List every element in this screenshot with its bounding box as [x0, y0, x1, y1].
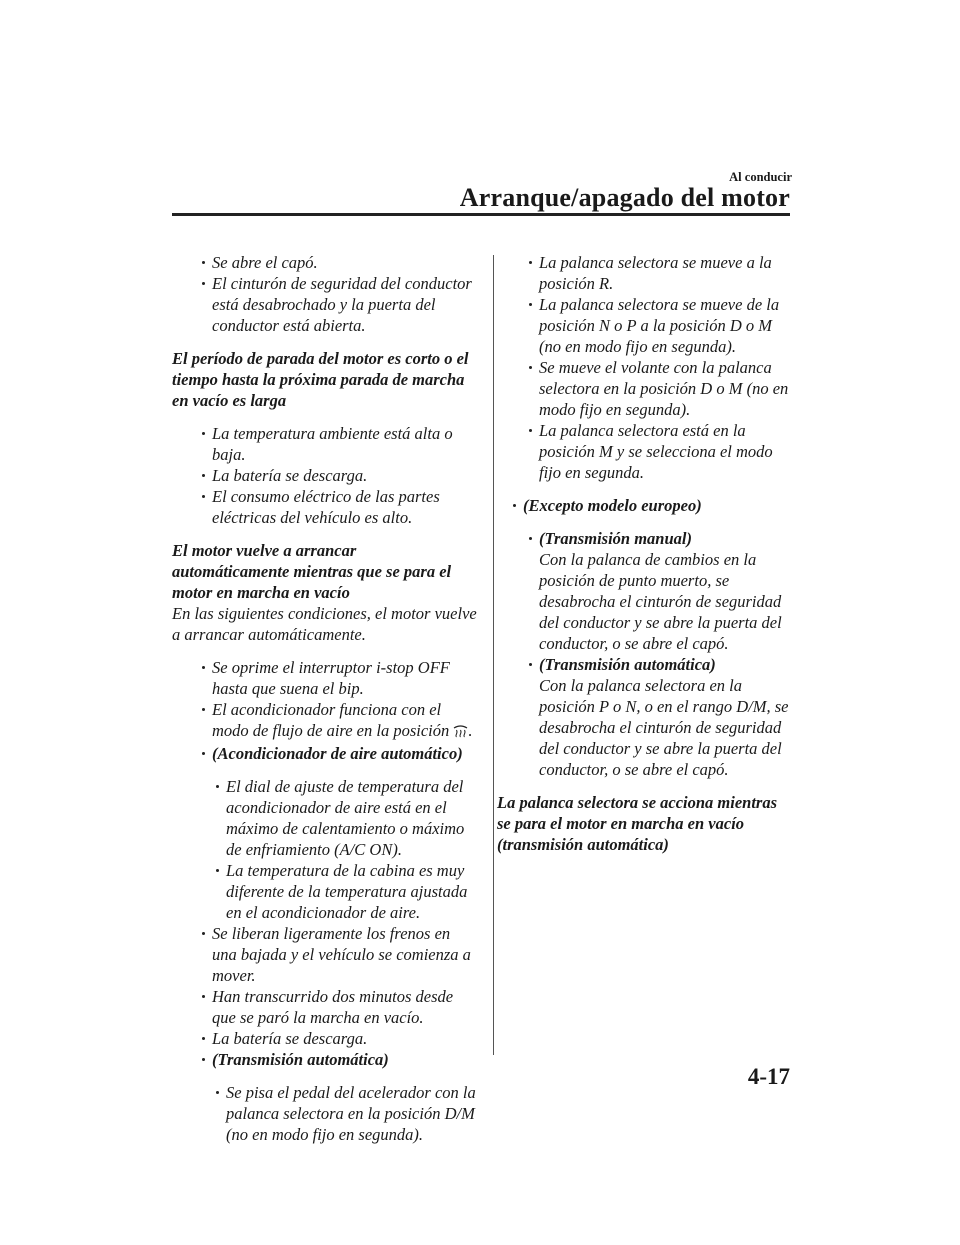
section-heading: El período de parada del motor es corto o el tiempo hasta la próxima parada de marcha en vacío es larga — [172, 349, 469, 410]
left-column — [172, 252, 477, 1145]
restart-condition-list — [200, 657, 477, 764]
list-item: El dial de ajuste de temperatura del acondicionador de aire está en el máximo de calentamiento o máximo de enfriamiento (A/C ON). — [214, 776, 477, 860]
list-item: Se pisa el pedal del acelerador con la palanca selectora en la posición D/M (no en modo fijo en segunda). — [214, 1082, 477, 1145]
header-rule — [172, 213, 790, 216]
aircon-suffix: . — [468, 721, 473, 740]
list-item: Se mueve el volante con la palanca selectora en la posición D o M (no en modo fijo en segunda). — [527, 357, 791, 420]
condition-list — [200, 423, 477, 528]
europe-sublist — [527, 528, 791, 780]
list-item-text: Con la palanca selectora en la posición P o N, o en el rango D/M, se desabrocha el cinturón de seguridad del conductor y se abre la puerta del conductor, o se abre el capó. — [539, 676, 789, 779]
section-heading: La palanca selectora se acciona mientras se para el motor en marcha en vacío (transmisión automática) — [497, 793, 778, 854]
list-item: La batería se descarga. — [200, 1028, 477, 1049]
list-item: La palanca selectora se mueve de la posición N o P a la posición D o M (no en modo fijo en segunda). — [527, 294, 791, 357]
auto-trans-sublist — [214, 1082, 477, 1145]
list-item: Se abre el capó. — [200, 252, 477, 273]
list-item: Se oprime el interruptor i-stop OFF hasta que suena el bip. — [200, 657, 477, 699]
list-item-heading: (Transmisión automática) — [527, 654, 791, 675]
top-bullet-list — [200, 252, 477, 336]
section-heading: El motor vuelve a arrancar automáticamente mientras que se para el motor en marcha en vacío — [172, 541, 452, 602]
auto-ac-sublist — [214, 776, 477, 923]
list-item-heading: (Transmisión manual) — [527, 528, 791, 549]
list-item: Se liberan ligeramente los frenos en una bajada y el vehículo se comienza a mover. — [200, 923, 477, 986]
page-number: 4-17 — [747, 1064, 790, 1089]
list-item: La batería se descarga. — [200, 465, 477, 486]
list-item-text: Con la palanca de cambios en la posición de punto muerto, se desabrocha el cinturón de seguridad del conductor y se abre la puerta del conductor, o se abre el capó. — [539, 550, 782, 653]
aircon-text: El acondicionador funciona con el modo de flujo de aire en la posición — [212, 700, 450, 740]
auto-trans-sublist-continued — [527, 252, 791, 483]
column-divider — [493, 255, 494, 1055]
list-item: La palanca selectora se mueve a la posición R. — [527, 252, 791, 294]
list-item: La temperatura ambiente está alta o baja. — [200, 423, 477, 465]
windshield-defrost-icon — [453, 722, 468, 743]
list-item: La temperatura de la cabina es muy diferente de la temperatura ajustada en el acondicionador de aire. — [214, 860, 477, 923]
chapter-title: Arranque/apagado del motor — [459, 183, 790, 212]
list-item: La palanca selectora está en la posición M y se selecciona el modo fijo en segunda. — [527, 420, 791, 483]
list-item: El consumo eléctrico de las partes eléctricas del vehículo es alto. — [200, 486, 477, 528]
intro-paragraph: En las siguientes condiciones, el motor vuelve a arrancar automáticamente. — [172, 604, 477, 644]
list-item-heading: (Excepto modelo europeo) — [511, 495, 791, 516]
list-item: El cinturón de seguridad del conductor está desabrochado y la puerta del conductor está abierta. — [200, 273, 477, 336]
list-item: Han transcurrido dos minutos desde que se paró la marcha en vacío. — [200, 986, 477, 1028]
list-item — [200, 699, 477, 743]
right-column — [497, 252, 791, 867]
list-item-heading: (Transmisión automática) — [200, 1049, 477, 1070]
list-item-heading: (Acondicionador de aire automático) — [200, 743, 477, 764]
restart-condition-list-continued — [200, 923, 477, 1070]
section-label: Al conducir — [729, 170, 792, 184]
